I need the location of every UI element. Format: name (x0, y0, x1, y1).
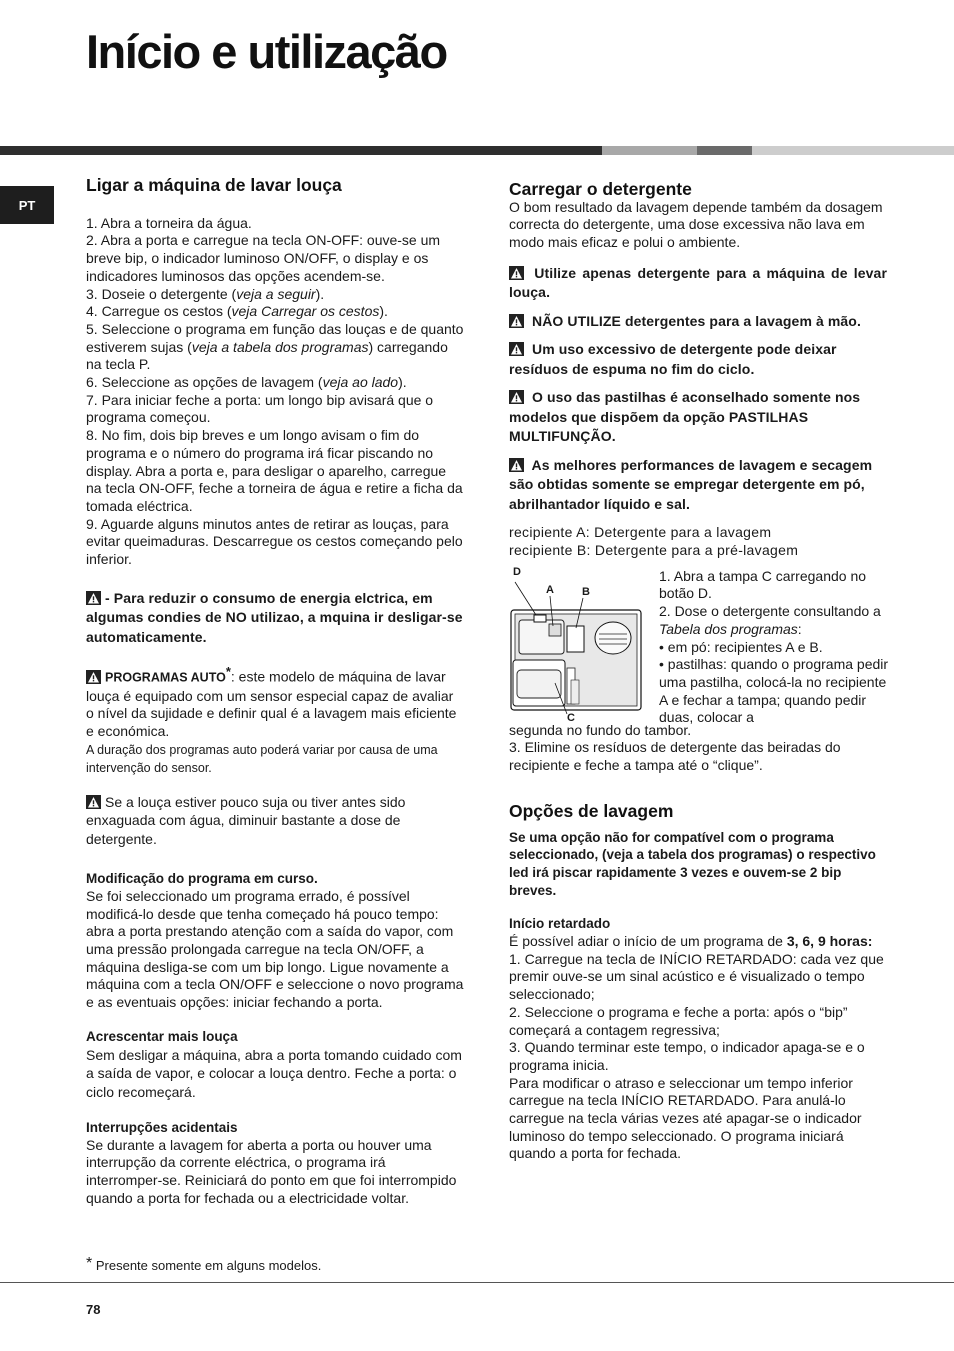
delayed-start-intro: É possível adiar o início de um programa de 3, 6, 9 horas: (509, 933, 873, 950)
step-6: 6. Seleccione as opções de lavagem (veja ao lado). (86, 374, 407, 391)
right-column (509, 181, 887, 1163)
auto-programs-note: PROGRAMAS AUTO*: este modelo de máquina de lavar louça é equipado com um sensor especial capaz de avaliar o nível da sujidade e definir qual é a lavagem mais eficiente e económica. (86, 664, 457, 740)
step-9: 9. Aguarde alguns minutos antes de retirar as louças, para evitar queimaduras. Descarregue os cestos começando pelo inferior. (86, 515, 463, 568)
dosing-step-1: 1. Abra a tampa C carregando no botão D. (659, 567, 867, 602)
interruptions-text: Se durante a lavagem for aberta a porta ou houver uma interrupção da corrente eléctrica, o programa irá interromper-se. Reiniciará do ponto em que foi interrompido quando a porta for fechada ou a electricidade voltar. (86, 1136, 457, 1206)
language-tag: PT (0, 186, 54, 224)
diagram-label-d: D (513, 565, 521, 578)
header-bar-mid (697, 146, 752, 155)
section-heading-detergente: Carregar o detergente (509, 179, 692, 199)
auto-programs-small-note: A duração dos programas auto poderá variar por causa de uma intervenção do sensor. (86, 742, 438, 775)
header-bar-light (602, 146, 697, 155)
warning-icon (86, 670, 101, 684)
dosing-tablets: • pastilhas: quando o programa pedir uma pastilha, colocá-la no recipiente A e fechar a tampa; quando pedir duas, colocar a (659, 656, 889, 726)
left-column (86, 177, 464, 1208)
container-a-label: recipiente A: Detergente para a lavagem (509, 524, 772, 541)
dosing-step-2: 2. Dose o detergente consultando a Tabela dos programas: (659, 603, 881, 637)
warning-icon (509, 458, 524, 472)
delayed-start-text: 1. Carregue na tecla de INÍCIO RETARDADO: cada vez que premir ouve-se um sinal acústico e é visualizado o tempo seleccionado; 2. Seleccione o programa e feche a porta: após o “bip” começará a contagem regressiva; 3. Quando terminar este tempo, o indicador apaga-se e o programa inicia. Para modificar o atraso e seleccionar um tempo inferior carregue na tecla INÍCIO RETARDADO. Para anulá-lo carregue na tecla várias vezes até apagar-se o indicador luminoso do tempo seleccionado. O programa iniciará quando a porta for fechada. (509, 950, 884, 1162)
step-7: 7. Para iniciar feche a porta: um longo bip avisará que o programa começou. (86, 391, 434, 426)
modify-program-text: Se foi seleccionado um programa errado, é possível modificá-lo desde que tenha começado há pouco tempo: abra a porta prestando atenção com a saída do vapor, com uma pressão prolongada carregue na tecla ON/OFF, a máquina desliga-se com um bip longo. Ligue novamente a máquina com a tecla ON/OFF e seleccione o novo programa e as eventuais opções: iniciar fechando a porta. (86, 887, 464, 1011)
dosing-instructions (659, 568, 889, 727)
header-bar-dark (0, 146, 602, 155)
page-number: 78 (86, 1302, 101, 1317)
warning-icon (86, 591, 101, 605)
step-1: 1. Abra a torneira da água. (86, 214, 252, 231)
header-bar-pale (752, 146, 954, 155)
delayed-start-title: Início retardado (509, 916, 611, 932)
warning-item: Um uso excessivo de detergente pode deixar resíduos de espuma no fim do ciclo. (509, 341, 837, 377)
dispenser-block (509, 565, 889, 730)
energy-note: - Para reduzir o consumo de energia elctrica, em algumas condies de NO utilizao, a mquina ir desligar-se automaticamente. (86, 589, 463, 645)
diagram-label-b: B (582, 585, 590, 598)
step-3: 3. Doseie o detergente (veja a seguir). (86, 285, 325, 302)
step-2: 2. Abra a porta e carregue na tecla ON-OFF: ouve-se um breve bip, o indicador luminoso ON/OFF, o display e os indicadores luminosos das opções acendem-se. (86, 232, 441, 284)
dosing-tablets-cont: segunda no fundo do tambor. (509, 721, 692, 738)
warning-item: O uso das pastilhas é aconselhado somente nos modelos que dispõem da opção PASTILHAS MULTIFUNÇÃO. (509, 389, 861, 445)
dosing-powder: • em pó: recipientes A e B. (659, 638, 823, 655)
step-8: 8. No fim, dois bip breves e um longo avisam o fim do programa e o número do programa irá ficar piscando no display. Abra a porta e, para desligar o aparelho, carregue na tecla ON-OFF, feche a torneira de água e retire a ficha da tomada eléctrica. (86, 427, 463, 514)
section-heading-opcoes: Opções de lavagem (509, 800, 674, 821)
diagram-label-c: C (567, 711, 575, 724)
page-title: Início e utilização (86, 25, 447, 78)
add-dishes-text: Sem desligar a máquina, abra a porta tomando cuidado com a saída de vapor, e colocar a louça dentro. Feche a porta: o ciclo recomeçará. (86, 1046, 462, 1100)
add-dishes-title: Acrescentar mais louça (86, 1028, 238, 1044)
warning-item: Utilize apenas detergente para a máquina de levar louça. (509, 264, 887, 301)
footer-divider (0, 1282, 954, 1283)
step-5: 5. Seleccione o programa em função das louças e de quanto estiverem sujas (veja a tabela dos programas) carregando na tecla P. (86, 320, 464, 373)
detergent-dispenser-diagram (509, 565, 649, 728)
step-4: 4. Carregue os cestos (veja Carregar os cestos). (86, 303, 388, 320)
warning-icon (509, 314, 524, 328)
container-b-label: recipiente B: Detergente para a pré-lavagem (509, 542, 799, 559)
warning-icon (86, 795, 101, 809)
footnote: * Presente somente em alguns modelos. (86, 1255, 322, 1273)
warning-icon (509, 342, 524, 356)
interruptions-title: Interrupções acidentais (86, 1120, 238, 1136)
modify-program-title: Modificação do programa em curso. (86, 871, 318, 887)
diagram-label-a: A (546, 583, 554, 596)
options-compat-note: Se uma opção não for compatível com o programa seleccionado, (veja a tabela dos programas) o respectivo led irá piscar rapidamente 3 vezes e ouvem-se 2 bip breves. (509, 829, 876, 898)
warning-item: As melhores performances de lavagem e secagem são obtidas somente se empregar detergente em pó, abrilhantador líquido e sal. (509, 456, 873, 512)
detergent-intro: O bom resultado da lavagem depende também da dosagem correcta do detergente, uma dose excessiva não lava em modo mais eficaz e polui o ambiente. (509, 198, 883, 251)
warning-icon (509, 266, 524, 280)
section-heading-ligar: Ligar a máquina de lavar louça (86, 175, 342, 195)
warning-icon (509, 390, 524, 404)
dosing-step-3: 3. Elimine os resíduos de detergente das beiradas do recipiente e feche a tampa até o “clique”. (509, 739, 841, 774)
warning-item: NÃO UTILIZE detergentes para a lavagem à mão. (509, 312, 887, 332)
dirty-dishes-note: Se a louça estiver pouco suja ou tiver antes sido enxaguada com água, diminuir bastante a dose de detergente. (86, 793, 406, 847)
